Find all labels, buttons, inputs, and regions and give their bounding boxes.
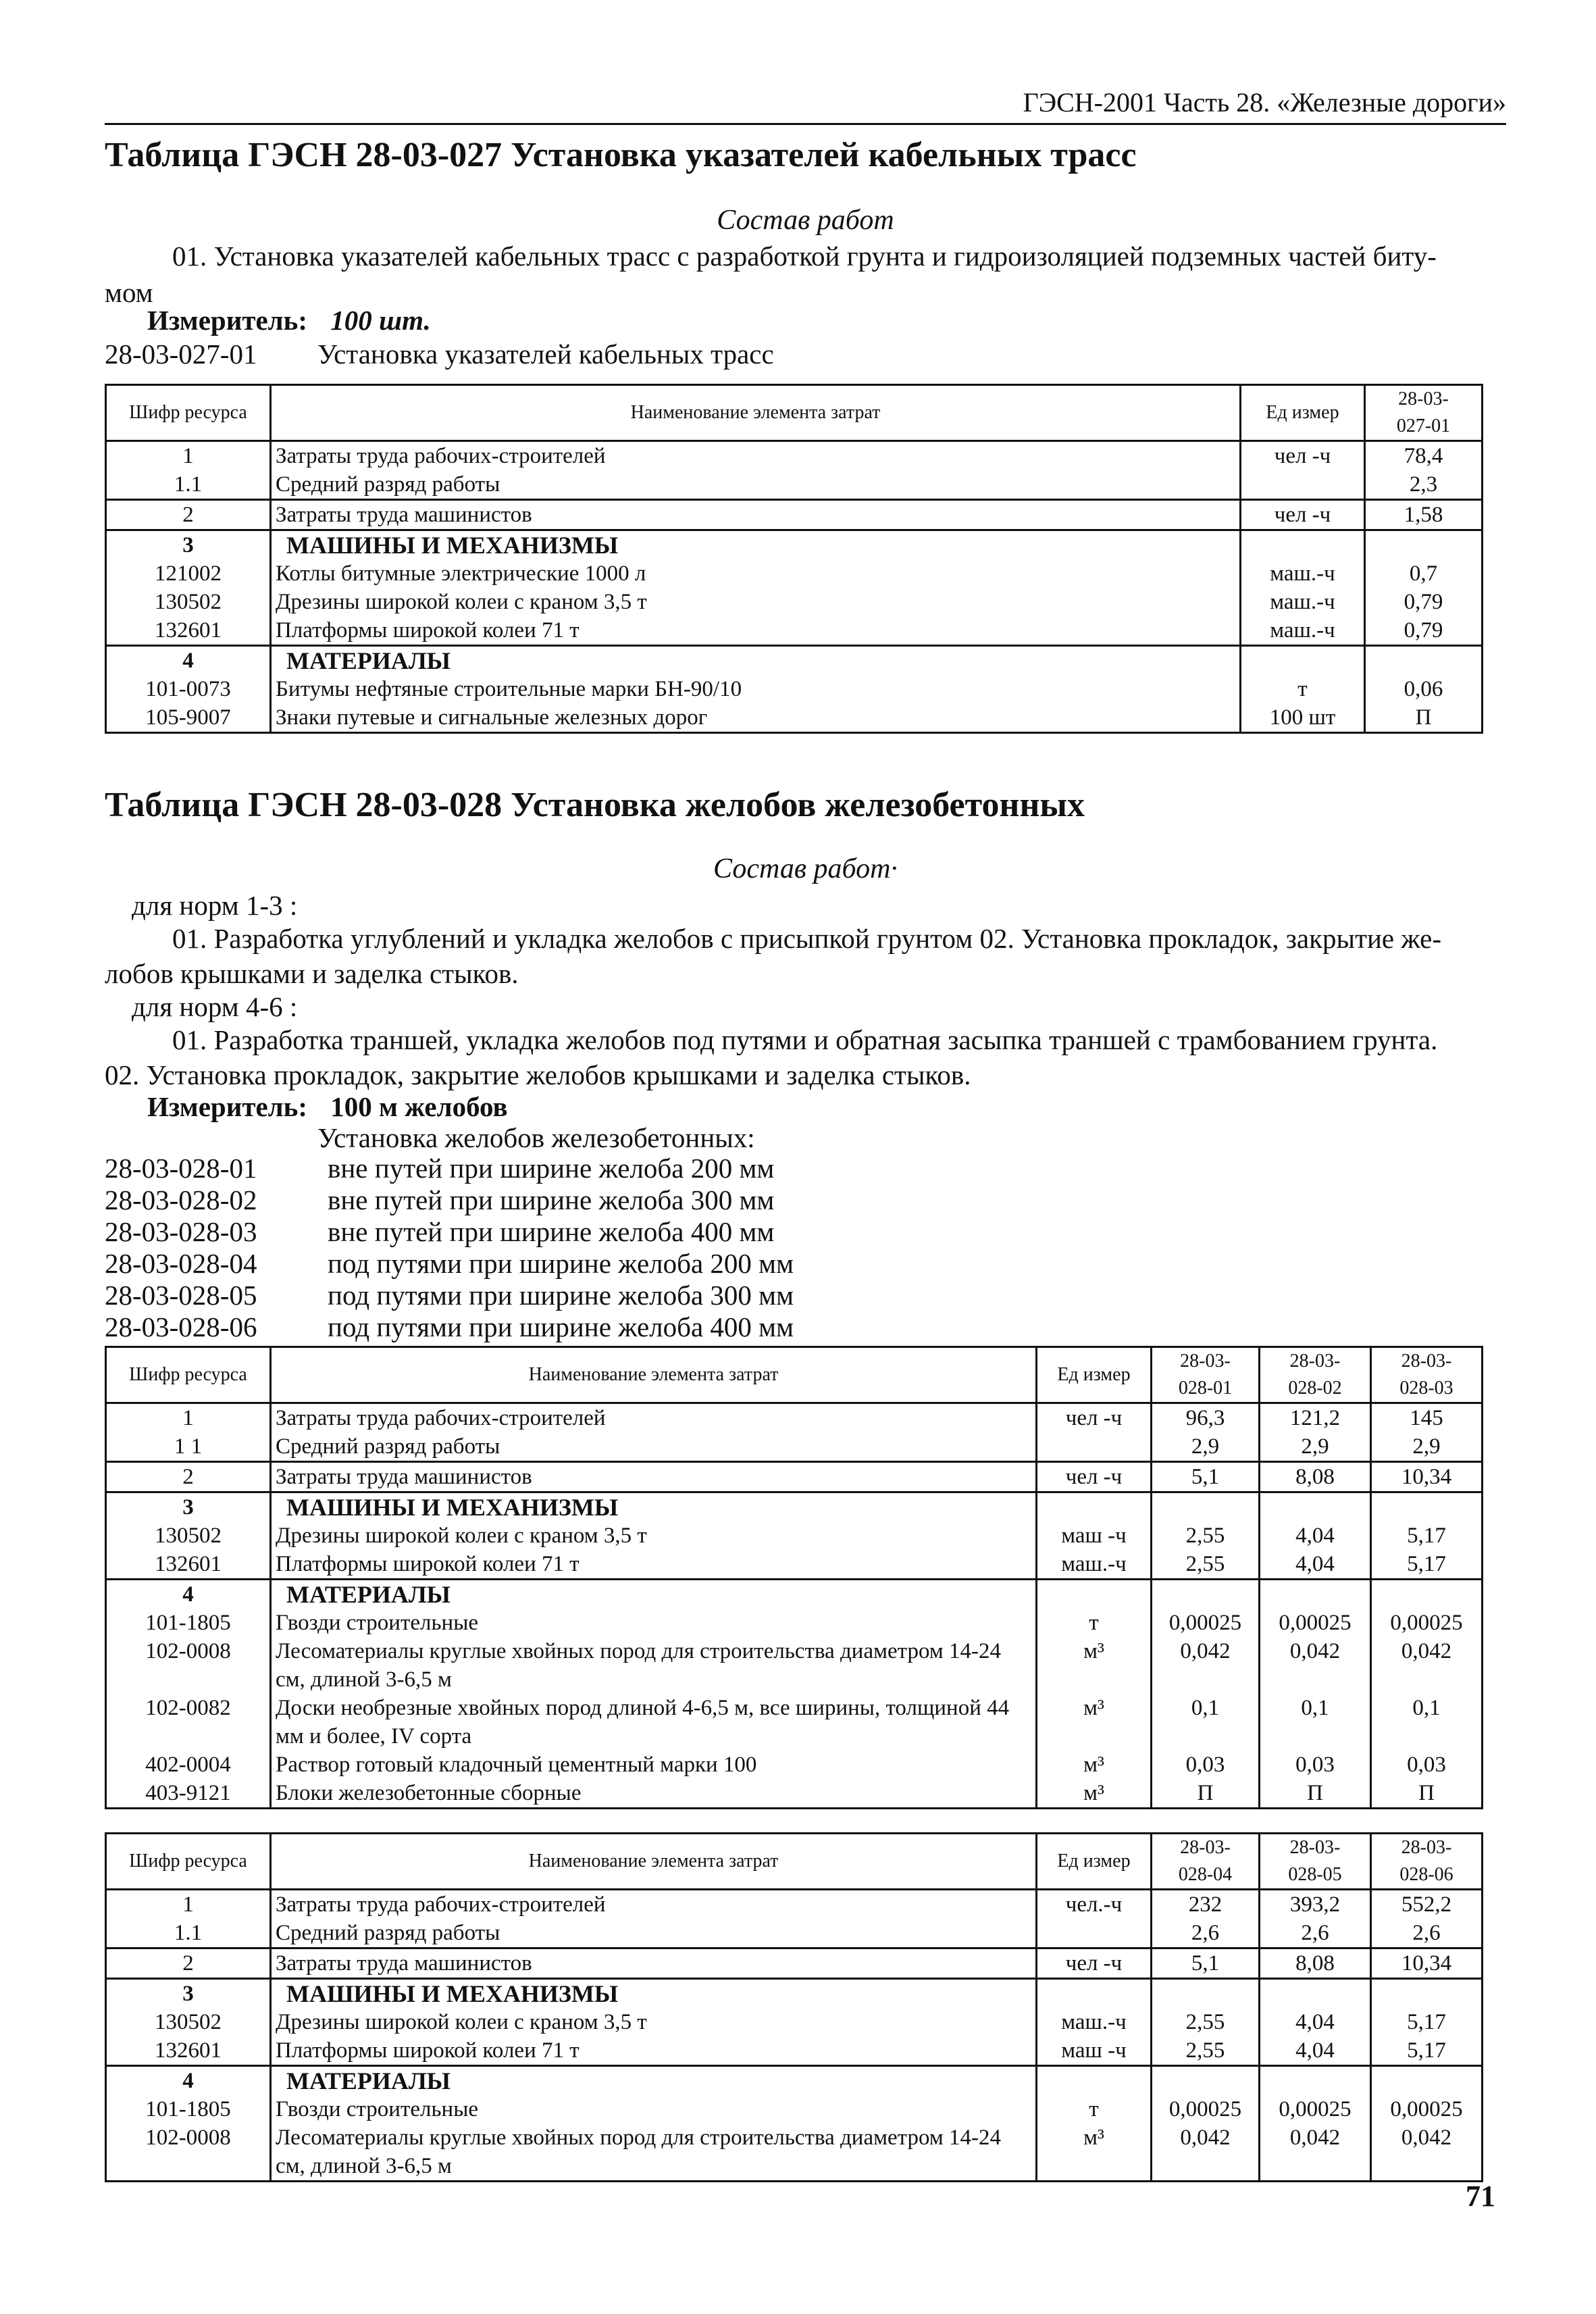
- table-header: [106, 385, 1483, 441]
- norm-value: 0,00025: [1371, 1609, 1483, 1637]
- table-row: [106, 2066, 1483, 2096]
- norm-value: 10,34: [1371, 1462, 1483, 1492]
- column-header: Шифр ресурса: [106, 385, 271, 441]
- meter-label: Измеритель:: [147, 1091, 308, 1122]
- norm-value: 0,00025: [1152, 2095, 1260, 2123]
- norm-value: 2,9: [1260, 1432, 1371, 1462]
- norm-value: [1371, 1492, 1483, 1522]
- table-row: [106, 470, 1483, 500]
- resource-code: 2: [106, 500, 271, 530]
- norm-value: П: [1260, 1779, 1371, 1809]
- norm-value: 4,04: [1260, 1521, 1371, 1550]
- cost-element-name: МАШИНЫ И МЕХАНИЗМЫ: [271, 1979, 1037, 2009]
- table-row: [106, 1637, 1483, 1694]
- resource-code: 121002: [106, 559, 271, 588]
- table-row: [106, 2008, 1483, 2036]
- norm-value: 0,7: [1365, 559, 1483, 588]
- table-row: [106, 1694, 1483, 1751]
- norm-value: [1365, 530, 1483, 560]
- table-row: [106, 1779, 1483, 1809]
- norm-name: под путями при ширине желоба 400 мм: [328, 1311, 794, 1342]
- norm-value: 0,06: [1365, 675, 1483, 703]
- unit-of-measure: [1037, 1492, 1152, 1522]
- norm-table-028-part2: [105, 1832, 1483, 2182]
- table-row: [106, 1492, 1483, 1522]
- norm-code: 28-03-028-03: [105, 1216, 257, 1247]
- cost-element-name: Доски необрезные хвойных пород длиной 4-6,5 м, все ширины, толщиной 44 мм и более, IV сорта: [271, 1694, 1037, 1751]
- cost-element-name: МАШИНЫ И МЕХАНИЗМЫ: [271, 530, 1241, 560]
- work-item-1-3-cont: лобов крышками и заделка стыков.: [105, 958, 519, 989]
- norm-value: 0,1: [1152, 1694, 1260, 1751]
- resource-code: 130502: [106, 1521, 271, 1550]
- unit-of-measure: 100 шт: [1241, 703, 1365, 733]
- unit-of-measure: маш.-ч: [1037, 2008, 1152, 2036]
- meter-value: 100 шт.: [330, 305, 431, 336]
- cost-element-name: Платформы широкой колеи 71 т: [271, 616, 1241, 646]
- norm-code: 28-03-028-01: [105, 1153, 257, 1184]
- norm-value: 0,1: [1371, 1694, 1483, 1751]
- unit-of-measure: чел -ч: [1037, 1403, 1152, 1433]
- norm-value: 0,042: [1260, 1637, 1371, 1694]
- header-row: [106, 1834, 1483, 1890]
- table-row: [106, 500, 1483, 530]
- resource-code: 4: [106, 646, 271, 676]
- norm-list-item: [105, 1215, 794, 1247]
- resource-code: 101-1805: [106, 1609, 271, 1637]
- cost-element-name: Гвозди строительные: [271, 1609, 1037, 1637]
- table-row: [106, 1948, 1483, 1979]
- unit-of-measure: [1037, 2066, 1152, 2096]
- unit-of-measure: чел.-ч: [1037, 1890, 1152, 1919]
- column-header: 28-03- 028-05: [1260, 1834, 1371, 1890]
- cost-element-name: Знаки путевые и сигнальные железных дорог: [271, 703, 1241, 733]
- norm-value: 8,08: [1260, 1948, 1371, 1979]
- norm-code: 28-03-028-05: [105, 1280, 257, 1311]
- column-header: Ед измер: [1037, 1347, 1152, 1403]
- table-title-027: Таблица ГЭСН 28-03-027 Установка указателей кабельных трасс: [105, 136, 1137, 174]
- column-header: Ед измер: [1241, 385, 1365, 441]
- norm-value: 4,04: [1260, 2008, 1371, 2036]
- cost-element-name: МАТЕРИАЛЫ: [271, 2066, 1037, 2096]
- unit-of-measure: т: [1037, 1609, 1152, 1637]
- norm-code: 28-03-028-02: [105, 1184, 257, 1215]
- norm-value: 393,2: [1260, 1890, 1371, 1919]
- table-row: [106, 1609, 1483, 1637]
- cost-element-name: Затраты труда машинистов: [271, 500, 1241, 530]
- resource-code: 102-0082: [106, 1694, 271, 1751]
- norm-value: 232: [1152, 1890, 1260, 1919]
- table-header: [106, 1834, 1483, 1890]
- norm-value: 2,6: [1371, 1919, 1483, 1948]
- table-row: [106, 675, 1483, 703]
- resource-code: 4: [106, 1580, 271, 1609]
- resource-code: 1: [106, 1890, 271, 1919]
- unit-of-measure: маш.-ч: [1241, 616, 1365, 646]
- norm-value: 5,17: [1371, 1550, 1483, 1580]
- norm-value: 2,55: [1152, 1550, 1260, 1580]
- column-header: 28-03- 028-01: [1152, 1347, 1260, 1403]
- resource-code: 102-0008: [106, 2123, 271, 2182]
- table-row: [106, 441, 1483, 471]
- resource-code: 1.1: [106, 1919, 271, 1948]
- unit-of-measure: м³: [1037, 2123, 1152, 2182]
- norm-value: 0,042: [1371, 2123, 1483, 2182]
- unit-of-measure: маш.-ч: [1241, 588, 1365, 616]
- resource-code: 101-1805: [106, 2095, 271, 2123]
- unit-of-measure: т: [1241, 675, 1365, 703]
- work-heading-027: Состав работ: [717, 205, 894, 236]
- cost-element-name: Средний разряд работы: [271, 1919, 1037, 1948]
- norm-value: 0,00025: [1152, 1609, 1260, 1637]
- norm-value: 2,3: [1365, 470, 1483, 500]
- table-body: [106, 441, 1483, 733]
- norm-value: 145: [1371, 1403, 1483, 1433]
- cost-element-name: Затраты труда рабочих-строителей: [271, 441, 1241, 471]
- running-header: ГЭСН-2001 Часть 28. «Железные дороги»: [1023, 87, 1506, 118]
- column-header: 28-03- 028-03: [1371, 1347, 1483, 1403]
- cost-element-name: Лесоматериалы круглые хвойных пород для строительства диаметром 14-24 см, длиной 3-6,5 м: [271, 1637, 1037, 1694]
- norm-value: 8,08: [1260, 1462, 1371, 1492]
- work-item-4-6-cont: 02. Установка прокладок, закрытие желобов крышками и заделка стыков.: [105, 1059, 971, 1090]
- norm-value: 0,042: [1152, 2123, 1260, 2182]
- unit-of-measure: [1241, 470, 1365, 500]
- norm-value: 2,55: [1152, 2008, 1260, 2036]
- table-row: [106, 1751, 1483, 1779]
- unit-of-measure: т: [1037, 2095, 1152, 2123]
- cost-element-name: Затраты труда рабочих-строителей: [271, 1890, 1037, 1919]
- table-row: [106, 646, 1483, 676]
- table-row: [106, 559, 1483, 588]
- norm-value: 4,04: [1260, 1550, 1371, 1580]
- work-heading-028: Состав работ·: [713, 853, 898, 884]
- work-item-027-cont: мом: [105, 277, 153, 308]
- page-number: 71: [1466, 2180, 1495, 2213]
- resource-code: 105-9007: [106, 703, 271, 733]
- norm-table-027: [105, 384, 1483, 734]
- column-header: Наименование элемента затрат: [271, 385, 1241, 441]
- column-header: Наименование элемента затрат: [271, 1834, 1037, 1890]
- column-header: Шифр ресурса: [106, 1347, 271, 1403]
- cost-element-name: Дрезины широкой колеи с краном 3,5 т: [271, 2008, 1037, 2036]
- norm-value: 0,03: [1371, 1751, 1483, 1779]
- meter-value: 100 м желобов: [330, 1091, 508, 1122]
- cost-element-name: МАТЕРИАЛЫ: [271, 1580, 1037, 1609]
- work-item-027: 01. Установка указателей кабельных трасс с разработкой грунта и гидроизоляцией подземных частей биту-: [172, 241, 1437, 272]
- norm-value: 5,17: [1371, 2036, 1483, 2066]
- table-row: [106, 2036, 1483, 2066]
- norm-value: 2,55: [1152, 2036, 1260, 2066]
- unit-of-measure: чел -ч: [1241, 500, 1365, 530]
- cost-element-name: Затраты труда рабочих-строителей: [271, 1403, 1037, 1433]
- norm-value: [1260, 1979, 1371, 2009]
- norm-value: 0,03: [1260, 1751, 1371, 1779]
- cost-element-name: Платформы широкой колеи 71 т: [271, 2036, 1037, 2066]
- table-row: [106, 1521, 1483, 1550]
- meter-027: [147, 304, 431, 336]
- resource-code: 3: [106, 530, 271, 560]
- norm-value: [1365, 646, 1483, 676]
- table-row: [106, 1890, 1483, 1919]
- norm-value: 5,17: [1371, 1521, 1483, 1550]
- cost-element-name: Затраты труда машинистов: [271, 1462, 1037, 1492]
- norm-value: 2,6: [1152, 1919, 1260, 1948]
- norm-table-028-part1: [105, 1346, 1483, 1809]
- table-row: [106, 530, 1483, 560]
- norm-list-item: [105, 1152, 794, 1184]
- header-row: [106, 1347, 1483, 1403]
- norm-value: 5,1: [1152, 1462, 1260, 1492]
- column-header: Ед измер: [1037, 1834, 1152, 1890]
- norm-value: 0,00025: [1371, 2095, 1483, 2123]
- norm-value: [1260, 1580, 1371, 1609]
- resource-code: 4: [106, 2066, 271, 2096]
- norm-name: вне путей при ширине желоба 400 мм: [328, 1216, 775, 1247]
- work-item-1-3: 01. Разработка углублений и укладка желобов с присыпкой грунтом 02. Установка прокладок, закрытие же-: [172, 923, 1442, 954]
- norm-value: [1152, 1580, 1260, 1609]
- unit-of-measure: м³: [1037, 1694, 1152, 1751]
- resource-code: 402-0004: [106, 1751, 271, 1779]
- norm-value: П: [1365, 703, 1483, 733]
- norm-list-item: [105, 1279, 794, 1311]
- norm-value: 1,58: [1365, 500, 1483, 530]
- table-title-028: Таблица ГЭСН 28-03-028 Установка желобов железобетонных: [105, 786, 1085, 824]
- norm-value: 552,2: [1371, 1890, 1483, 1919]
- column-header: Шифр ресурса: [106, 1834, 271, 1890]
- norm-value: 2,55: [1152, 1521, 1260, 1550]
- norm-value: [1371, 1580, 1483, 1609]
- norm-list: [105, 1152, 794, 1342]
- table-header: [106, 1347, 1483, 1403]
- unit-of-measure: м³: [1037, 1751, 1152, 1779]
- table-body: [106, 1890, 1483, 2182]
- resource-code: 1: [106, 1403, 271, 1433]
- header-row: [106, 385, 1483, 441]
- norms-4-6-label: для норм 4-6 :: [132, 991, 298, 1022]
- unit-of-measure: [1037, 1580, 1152, 1609]
- norm-value: 10,34: [1371, 1948, 1483, 1979]
- norm-name: под путями при ширине желоба 200 мм: [328, 1248, 794, 1279]
- table-row: [106, 588, 1483, 616]
- resource-code: 1: [106, 441, 271, 471]
- norm-name: вне путей при ширине желоба 300 мм: [328, 1184, 775, 1215]
- norm-code: 28-03-028-06: [105, 1311, 257, 1342]
- column-header: 28-03- 028-06: [1371, 1834, 1483, 1890]
- resource-code: 3: [106, 1979, 271, 2009]
- column-header: Наименование элемента затрат: [271, 1347, 1037, 1403]
- norm-value: 2,9: [1152, 1432, 1260, 1462]
- norm-value: [1371, 2066, 1483, 2096]
- resource-code: 1 1: [106, 1432, 271, 1462]
- norms-1-3-label: для норм 1-3 :: [132, 890, 298, 921]
- norm-value: [1152, 1492, 1260, 1522]
- norm-value: 0,042: [1371, 1637, 1483, 1694]
- norm-list-item: [105, 1247, 794, 1279]
- resource-code: 2: [106, 1948, 271, 1979]
- cost-element-name: МАТЕРИАЛЫ: [271, 646, 1241, 676]
- norm-list-item: [105, 1184, 794, 1215]
- column-header: 28-03- 028-02: [1260, 1347, 1371, 1403]
- norm-list-item: [105, 1311, 794, 1342]
- table-row: [106, 1919, 1483, 1948]
- norm-value: 0,03: [1152, 1751, 1260, 1779]
- cost-element-name: Затраты труда машинистов: [271, 1948, 1037, 1979]
- norm-name: под путями при ширине желоба 300 мм: [328, 1280, 794, 1311]
- meter-label: Измеритель:: [147, 305, 308, 336]
- norm-value: [1152, 1979, 1260, 2009]
- norm-value: П: [1371, 1779, 1483, 1809]
- norm-value: П: [1152, 1779, 1260, 1809]
- resource-code: 132601: [106, 1550, 271, 1580]
- resource-code: 130502: [106, 588, 271, 616]
- unit-of-measure: чел -ч: [1241, 441, 1365, 471]
- table-row: [106, 1432, 1483, 1462]
- norm-value: 0,79: [1365, 588, 1483, 616]
- cost-element-name: Дрезины широкой колеи с краном 3,5 т: [271, 588, 1241, 616]
- unit-of-measure: [1241, 646, 1365, 676]
- norm-value: 2,6: [1260, 1919, 1371, 1948]
- norm-name-027-01: Установка указателей кабельных трасс: [317, 338, 774, 370]
- unit-of-measure: [1037, 1919, 1152, 1948]
- norm-code-027-01: 28-03-027-01: [105, 338, 257, 370]
- norm-value: [1371, 1979, 1483, 2009]
- norm-value: [1260, 1492, 1371, 1522]
- norm-value: 0,79: [1365, 616, 1483, 646]
- norm-value: 0,00025: [1260, 1609, 1371, 1637]
- norm-code: 28-03-028-04: [105, 1248, 257, 1279]
- cost-element-name: Средний разряд работы: [271, 470, 1241, 500]
- resource-code: 130502: [106, 2008, 271, 2036]
- resource-code: 3: [106, 1492, 271, 1522]
- cost-element-name: Раствор готовый кладочный цементный марки 100: [271, 1751, 1037, 1779]
- resource-code: 132601: [106, 2036, 271, 2066]
- norm-value: 0,042: [1260, 2123, 1371, 2182]
- norm-value: 78,4: [1365, 441, 1483, 471]
- cost-element-name: МАШИНЫ И МЕХАНИЗМЫ: [271, 1492, 1037, 1522]
- table-row: [106, 2123, 1483, 2182]
- table-row: [106, 1580, 1483, 1609]
- header-rule: [105, 123, 1506, 125]
- table-body: [106, 1403, 1483, 1809]
- norm-group-title: Установка желобов железобетонных:: [317, 1122, 755, 1153]
- table-row: [106, 1979, 1483, 2009]
- resource-code: 403-9121: [106, 1779, 271, 1809]
- norm-value: 0,1: [1260, 1694, 1371, 1751]
- unit-of-measure: [1241, 530, 1365, 560]
- table-row: [106, 2095, 1483, 2123]
- cost-element-name: Гвозди строительные: [271, 2095, 1037, 2123]
- norm-value: 5,1: [1152, 1948, 1260, 1979]
- norm-value: 5,17: [1371, 2008, 1483, 2036]
- unit-of-measure: чел -ч: [1037, 1462, 1152, 1492]
- column-header: 28-03- 027-01: [1365, 385, 1483, 441]
- unit-of-measure: чел -ч: [1037, 1948, 1152, 1979]
- norm-value: 121,2: [1260, 1403, 1371, 1433]
- resource-code: 101-0073: [106, 675, 271, 703]
- resource-code: 1.1: [106, 470, 271, 500]
- norm-value: 96,3: [1152, 1403, 1260, 1433]
- resource-code: 132601: [106, 616, 271, 646]
- unit-of-measure: [1037, 1432, 1152, 1462]
- unit-of-measure: маш -ч: [1037, 1521, 1152, 1550]
- unit-of-measure: [1037, 1979, 1152, 2009]
- norm-value: 0,00025: [1260, 2095, 1371, 2123]
- meter-028: [147, 1090, 508, 1123]
- cost-element-name: Котлы битумные электрические 1000 л: [271, 559, 1241, 588]
- resource-code: 102-0008: [106, 1637, 271, 1694]
- cost-element-name: Лесоматериалы круглые хвойных пород для строительства диаметром 14-24 см, длиной 3-6,5 м: [271, 2123, 1037, 2182]
- unit-of-measure: маш.-ч: [1037, 1550, 1152, 1580]
- work-item-4-6: 01. Разработка траншей, укладка желобов под путями и обратная засыпка траншей с трамбованием грунта.: [172, 1024, 1438, 1055]
- norm-value: 4,04: [1260, 2036, 1371, 2066]
- table-row: [106, 1403, 1483, 1433]
- norm-value: 0,042: [1152, 1637, 1260, 1694]
- cost-element-name: Битумы нефтяные строительные марки БН-90/10: [271, 675, 1241, 703]
- norm-value: 2,9: [1371, 1432, 1483, 1462]
- column-header: 28-03- 028-04: [1152, 1834, 1260, 1890]
- cost-element-name: Средний разряд работы: [271, 1432, 1037, 1462]
- unit-of-measure: маш -ч: [1037, 2036, 1152, 2066]
- table-row: [106, 1550, 1483, 1580]
- table-row: [106, 1462, 1483, 1492]
- cost-element-name: Платформы широкой колеи 71 т: [271, 1550, 1037, 1580]
- norm-name: вне путей при ширине желоба 200 мм: [328, 1153, 775, 1184]
- unit-of-measure: м³: [1037, 1637, 1152, 1694]
- cost-element-name: Дрезины широкой колеи с краном 3,5 т: [271, 1521, 1037, 1550]
- unit-of-measure: маш.-ч: [1241, 559, 1365, 588]
- cost-element-name: Блоки железобетонные сборные: [271, 1779, 1037, 1809]
- resource-code: 2: [106, 1462, 271, 1492]
- table-row: [106, 616, 1483, 646]
- table-row: [106, 703, 1483, 733]
- norm-value: [1260, 2066, 1371, 2096]
- norm-value: [1152, 2066, 1260, 2096]
- unit-of-measure: м³: [1037, 1779, 1152, 1809]
